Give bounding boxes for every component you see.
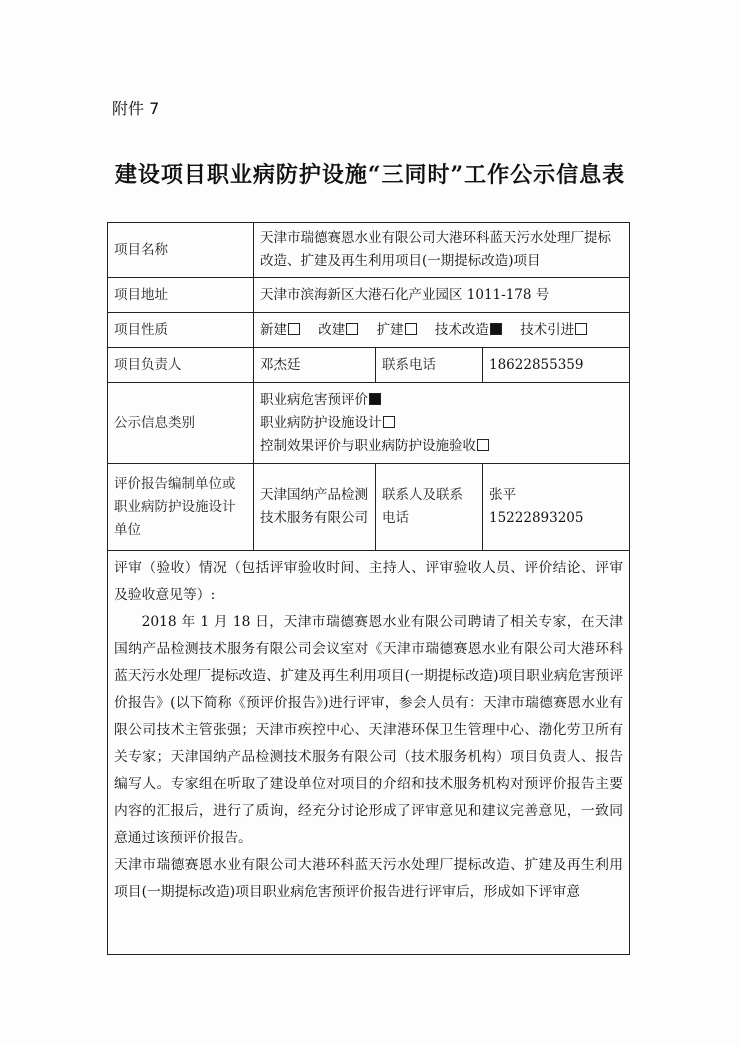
- checkbox-pre-assessment: [369, 393, 381, 405]
- nature-option-expand: 扩建: [377, 322, 417, 338]
- project-name-value: 天津市瑞德赛恩水业有限公司大港环科蓝天污水处理厂提标改造、扩建及再生利用项目(一期提标改造)项目: [254, 223, 630, 278]
- row-project-leader: [108, 348, 630, 383]
- contact-phone: 15222893205: [489, 510, 584, 526]
- info-table: [107, 222, 630, 955]
- checkbox-design: [383, 416, 395, 428]
- project-leader-label: 项目负责人: [108, 348, 254, 383]
- checkbox-tech-import: [575, 323, 587, 335]
- review-paragraph-2: 天津市瑞德赛恩水业有限公司大港环科蓝天污水处理厂提标改造、扩建及再生利用项目(一期提标改造)项目职业病危害预评价报告进行评审后，形成如下评审意: [114, 857, 624, 900]
- project-name-label: 项目名称: [108, 223, 254, 278]
- row-project-name: [108, 223, 630, 278]
- review-heading: 评审（验收）情况（包括评审验收时间、主持人、评审验收人员、评价结论、评审及验收意见等）:: [114, 560, 624, 603]
- page-title: 建设项目职业病防护设施“三同时”工作公示信息表: [114, 162, 626, 188]
- publicity-category-label: 公示信息类别: [108, 383, 254, 464]
- project-address-value: 天津市滨海新区大港石化产业园区 1011-178 号: [254, 278, 630, 313]
- project-nature-options: [254, 313, 630, 348]
- review-paragraph-1: 2018 年 1 月 18 日，天津市瑞德赛恩水业有限公司聘请了相关专家，在天津国纳产品检测技术服务有限公司会议室对《天津市瑞德赛恩水业有限公司大港环科蓝天污水处理厂提标改造、扩建及再生利用项目(一期提标改造)项目职业病危害预评价报告》(以下简称《预评价报告》)进行评审，参会人员有：天津市瑞德赛恩水业有限公司技术主管张强；天津市疾控中心、天津港环保卫生管理中心、渤化劳卫所有关专家；天津国纳产品检测技术服务有限公司（技术服务机构）项目负责人、报告编写人。专家组在听取了建设单位对项目的介绍和技术服务机构对预评价报告主要内容的汇报后，进行了质询，经充分讨论形成了评审意见和建议完善意见，一致同意通过该预评价报告。: [114, 614, 624, 846]
- category-option-design: 职业病防护设施设计: [260, 412, 623, 435]
- checkbox-rebuild: [346, 323, 358, 335]
- review-section: [108, 551, 630, 955]
- nature-option-tech-import: 技术引进: [520, 322, 587, 338]
- leader-phone-value: 18622855359: [483, 348, 630, 383]
- row-project-nature: [108, 313, 630, 348]
- checkbox-acceptance: [477, 439, 489, 451]
- project-nature-label: 项目性质: [108, 313, 254, 348]
- checkbox-expand: [405, 323, 417, 335]
- row-project-address: [108, 278, 630, 313]
- contact-value: [483, 464, 630, 551]
- contact-label: 联系人及联系电话: [376, 464, 483, 551]
- row-review: [108, 551, 630, 955]
- contact-name: 张平: [489, 487, 516, 503]
- publicity-category-options: [254, 383, 630, 464]
- report-unit-label: 评价报告编制单位或职业病防护设施设计单位: [108, 464, 254, 551]
- row-publicity-category: [108, 383, 630, 464]
- nature-option-rebuild: 改建: [318, 322, 358, 338]
- leader-phone-label: 联系电话: [376, 348, 483, 383]
- checkbox-new: [288, 323, 300, 335]
- attachment-label: 附件 7: [112, 99, 160, 118]
- category-option-acceptance: 控制效果评价与职业病防护设施验收: [260, 435, 623, 458]
- nature-option-new: 新建: [260, 322, 300, 338]
- nature-option-tech-upgrade: 技术改造: [435, 322, 502, 338]
- project-leader-value: 邓杰廷: [254, 348, 376, 383]
- checkbox-tech-upgrade: [490, 323, 502, 335]
- project-address-label: 项目地址: [108, 278, 254, 313]
- row-report-unit: [108, 464, 630, 551]
- category-option-pre-assessment: 职业病危害预评价: [260, 389, 623, 412]
- report-unit-value: 天津国纳产品检测技术服务有限公司: [254, 464, 376, 551]
